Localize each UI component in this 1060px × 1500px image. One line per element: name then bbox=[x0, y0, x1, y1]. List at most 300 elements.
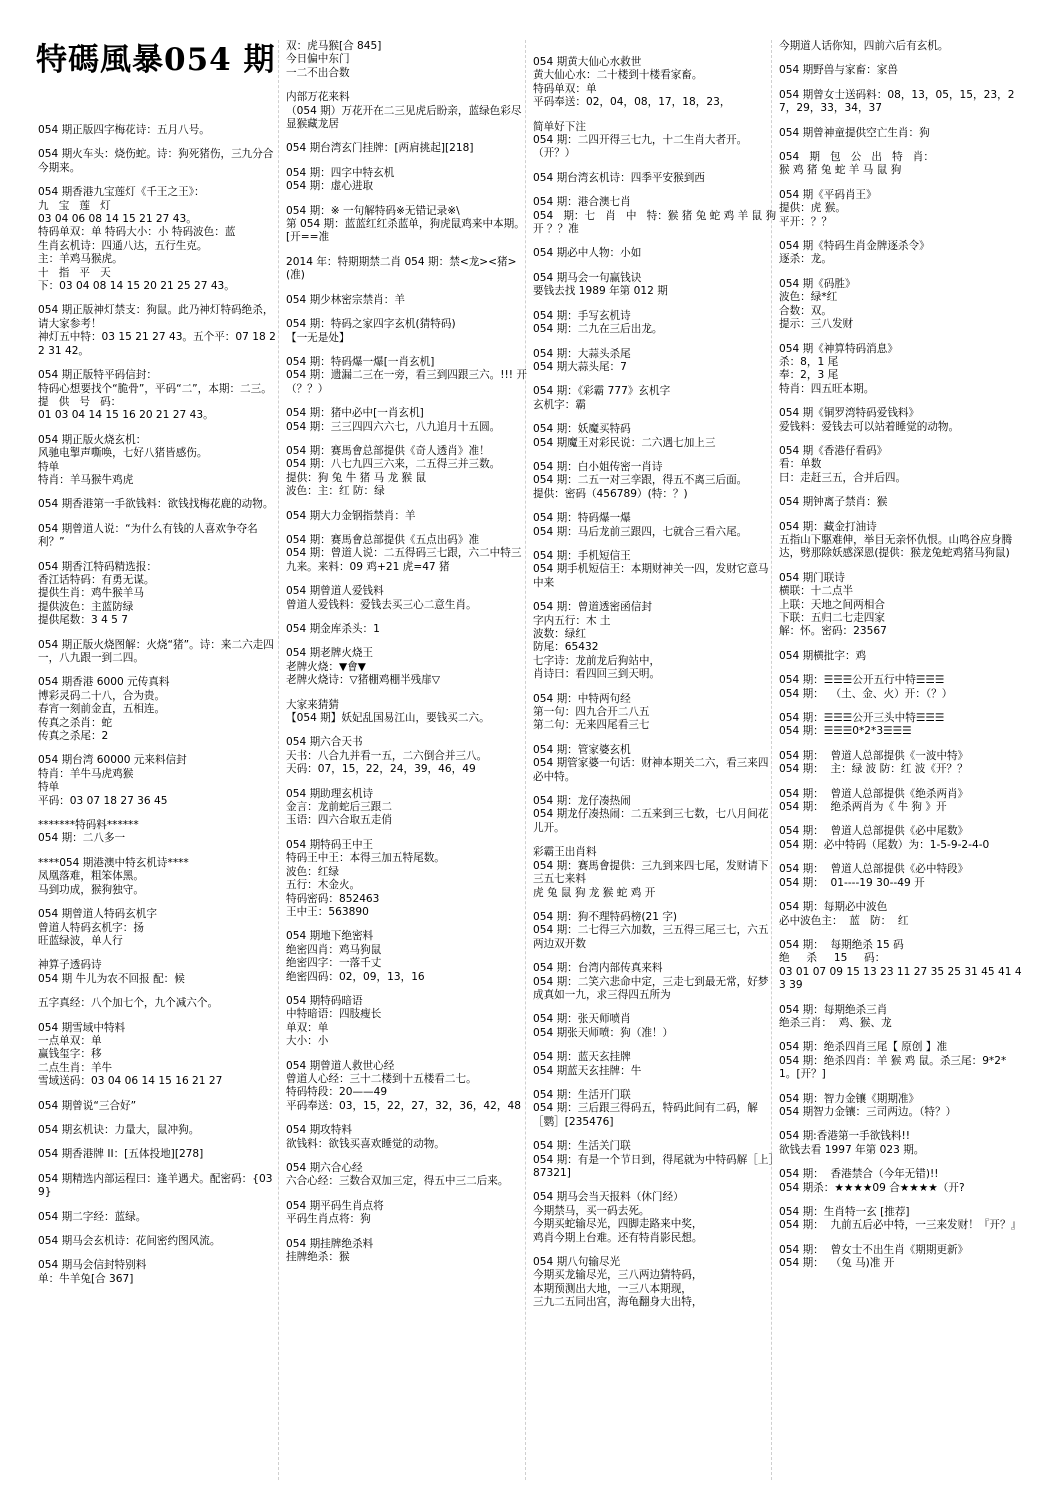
text-block bbox=[38, 1173, 282, 1200]
text-line: 054 期魔王对彩民说：二六遇七加上三 bbox=[533, 436, 716, 449]
text-block bbox=[533, 461, 777, 501]
text-line: 绝 杀 15 码： bbox=[779, 952, 886, 965]
text-line: 054 期少林密宗禁肖：羊 bbox=[286, 293, 405, 306]
text-block bbox=[38, 498, 282, 511]
text-block bbox=[779, 407, 1023, 434]
text-line: 054 期正版四字梅花诗：五月八号。 bbox=[38, 124, 210, 136]
text-line: 解：怀。密码：23567 bbox=[779, 625, 887, 638]
text-block bbox=[779, 825, 1023, 852]
text-line: 平码生肖点将：狗 bbox=[286, 1213, 371, 1226]
text-line: 054 期大力金钢指禁肖：羊 bbox=[286, 509, 416, 522]
text-line: 054 期蓝天玄挂牌：牛 bbox=[533, 1064, 642, 1077]
text-block bbox=[533, 56, 777, 110]
text-line: 054 期：遗漏二三在一旁，看三到四跟三六。!!! 开 （？？） bbox=[286, 369, 531, 395]
text-line: 第二句：无来四尾看三七 bbox=[533, 719, 650, 732]
text-block bbox=[533, 348, 777, 375]
text-line: 字内五行：木 土 bbox=[533, 614, 611, 627]
text-line: 03 01 07 09 15 13 23 11 27 35 25 31 45 41 43 39 bbox=[779, 965, 1022, 992]
text-line: 大小：小 bbox=[286, 1035, 329, 1048]
text-block bbox=[779, 89, 1023, 116]
text-line: 简单好下注 bbox=[533, 120, 586, 133]
text-block bbox=[533, 601, 777, 681]
text-block bbox=[779, 572, 1023, 639]
text-line: 054 期二字经：蓝绿。 bbox=[38, 1210, 147, 1223]
text-line: 香江话特码：有勇无谋。 bbox=[38, 573, 155, 586]
text-line: 绝密四码：02，09，13，16 bbox=[286, 970, 425, 983]
text-line: 横联：十二点半 bbox=[779, 585, 854, 598]
text-line: 054 期攻特料 bbox=[286, 1124, 352, 1137]
text-line: 054 期：藏金打油诗 bbox=[779, 520, 877, 533]
text-line: 054 期台湾玄门挂牌：[两肩挑起][218] bbox=[286, 142, 474, 155]
text-line: 平码：03 07 18 27 36 45 bbox=[38, 794, 168, 807]
text-line: 054 期正版特平码信封： bbox=[38, 369, 157, 382]
text-line: 054 期：生活关门联 bbox=[533, 1140, 631, 1153]
text-line: 054 期香港牌 II：[五体投地][278] bbox=[38, 1148, 204, 1161]
text-line: 054 期：特码之家四字玄机(猜特码) bbox=[286, 318, 456, 331]
text-block bbox=[286, 510, 530, 523]
text-block bbox=[779, 788, 1023, 815]
text-block bbox=[286, 788, 530, 828]
text-line: 054 期《平码肖王》 bbox=[779, 188, 877, 201]
text-block bbox=[779, 1244, 1023, 1271]
text-block bbox=[779, 1041, 1023, 1081]
text-block bbox=[533, 846, 777, 900]
text-block bbox=[533, 1191, 777, 1245]
text-block bbox=[779, 863, 1023, 890]
text-block bbox=[286, 205, 530, 245]
text-block bbox=[533, 172, 777, 185]
text-line: 提 供 号 码： bbox=[38, 395, 122, 408]
text-line: 054 期： 绝杀两肖为《 牛 狗 》开 bbox=[779, 801, 947, 814]
text-line: 054 期： 曾女士不出生肖《期期更新》 bbox=[779, 1243, 969, 1256]
text-block bbox=[286, 1238, 530, 1265]
text-line: 054 期：狗不理特码榜(21 字) bbox=[533, 910, 678, 923]
text-line: 054 期：龙仔凑热闹 bbox=[533, 795, 631, 808]
text-block bbox=[779, 750, 1023, 777]
text-block bbox=[779, 939, 1023, 993]
text-line: 提供：密码（456789）(特：？) bbox=[533, 487, 688, 500]
text-line: 防尾：65432 bbox=[533, 641, 599, 654]
text-line: 054 期门联诗 bbox=[779, 571, 845, 584]
text-line: 特单 bbox=[38, 781, 60, 794]
text-block bbox=[38, 304, 282, 358]
text-block bbox=[779, 64, 1023, 77]
text-block bbox=[286, 1124, 530, 1151]
text-block bbox=[286, 930, 530, 984]
text-line: 054 期：管家婆玄机 bbox=[533, 743, 631, 756]
text-line: 特肖：羊马猴牛鸡虎 bbox=[38, 473, 134, 486]
text-line: 054 期台湾玄机诗：四季平安猴到西 bbox=[533, 171, 705, 184]
text-line: 054 期 牛儿为农不回报 配：候 bbox=[38, 972, 185, 985]
text-line: 博彩灵码二十八，合为贵。 bbox=[38, 689, 166, 702]
text-line: 01 03 04 14 15 16 20 21 27 43。 bbox=[38, 409, 214, 422]
text-line: 054 期龙仔凑热闹：二五来到三七数，七八月间花儿开。 bbox=[533, 808, 769, 834]
text-line: 曾道人心经：三十二楼到十五楼看二七。 bbox=[286, 1072, 477, 1085]
text-line: 生肖玄机诗：四通八达，五行生克。 bbox=[38, 239, 208, 252]
text-line: 054 期老牌火烧王 bbox=[286, 647, 374, 660]
text-line: 054 期： （兔 马)准 开 bbox=[779, 1257, 895, 1270]
text-block bbox=[38, 1148, 282, 1161]
text-line: 054 期：大蒜头杀尾 bbox=[533, 347, 631, 360]
text-line: 主：羊鸡马猴虎。 bbox=[38, 253, 123, 266]
text-line: 波色：主：红 防：绿 bbox=[286, 485, 385, 498]
text-block bbox=[38, 1100, 282, 1113]
text-block bbox=[38, 1124, 282, 1137]
text-line: 雪域送码：03 04 06 14 15 16 21 27 bbox=[38, 1075, 223, 1088]
text-block bbox=[286, 839, 530, 919]
text-block bbox=[533, 1051, 777, 1078]
text-line: 054 期：台湾内部传真来料 bbox=[533, 962, 663, 975]
text-line: 054 期手机短信王：本期财神关一四，发财它意马中来 bbox=[533, 563, 769, 589]
text-line: 054 期：必中特码（尾数）为：1-5-9-2-4-0 bbox=[779, 838, 990, 851]
text-line: 054 期：☰☰☰公开三头中特☰☰☰ bbox=[779, 712, 945, 725]
text-block bbox=[779, 151, 1023, 178]
text-line: 054 期： 曾道人总部提供《绝杀两肖》 bbox=[779, 787, 969, 800]
text-line: 054 期：曾道人说：二五得码三七跟，六二中特三九来。来料：09 鸡+21 虎=47 猪 bbox=[286, 547, 522, 573]
text-line: 二点生肖：羊牛 bbox=[38, 1061, 113, 1074]
text-block bbox=[779, 1206, 1023, 1233]
text-line: 054 期 包 公 出 特 肖： bbox=[779, 151, 934, 164]
text-line: 一二不出合数 bbox=[286, 66, 350, 79]
text-line: 下联：五归二七走四家 bbox=[779, 612, 885, 624]
text-line: 054 期：二笑六悲命中定，三走七到最无常，好梦成真如一九，求三得四五所为 bbox=[533, 975, 769, 1001]
text-line: 054 期正版神灯禁支：狗鼠。此乃神灯特码绝杀，请大家参考！ bbox=[38, 304, 274, 330]
text-line: 054 期地下绝密料 bbox=[286, 930, 374, 943]
column-2 bbox=[286, 40, 530, 1275]
text-line: 春宵一刻前金直，五相连。 bbox=[38, 703, 166, 716]
text-line: 054 期六合心经 bbox=[286, 1162, 363, 1174]
text-line: 054 期：港合澳七肖 bbox=[533, 196, 631, 209]
text-block bbox=[286, 294, 530, 307]
text-line: 054 期张天师喷：狗（准！） bbox=[533, 1026, 674, 1039]
text-line: 054 期：智力金镶《期期准》 bbox=[779, 1092, 920, 1105]
text-block bbox=[779, 496, 1023, 509]
text-line: 提供波色：主蓝防绿 bbox=[38, 600, 134, 613]
text-line: 054 期： 01----19 30--49 开 bbox=[779, 876, 925, 889]
text-line: 054 期香港九宝莲灯《千王之王》： bbox=[38, 186, 205, 199]
text-line: 单：牛羊兔[合 367] bbox=[38, 1272, 134, 1285]
text-block bbox=[779, 674, 1023, 701]
text-line: 054 期雪域中特料 bbox=[38, 1021, 126, 1034]
text-line: 提示：三八发财 bbox=[779, 318, 854, 331]
text-line: 提供：虎 猴。 bbox=[779, 202, 846, 215]
text-line: 054 期：赛馬會总部提供《五点出码》准 bbox=[286, 533, 480, 546]
text-line: 054 期智力金镶：三司两边。（特？） bbox=[779, 1105, 957, 1118]
text-block bbox=[38, 561, 282, 628]
page-title: 特碼風暴054 期 bbox=[36, 42, 276, 78]
text-block bbox=[533, 911, 777, 951]
text-line: 054 期：八七九四三六来，二五得三并三数。 bbox=[286, 458, 501, 471]
text-block bbox=[286, 585, 530, 612]
text-line: 054 期：绝杀四肖：羊 猴 鸡 鼠。杀三尾：9*2*1。[开？] bbox=[779, 1054, 1007, 1081]
text-line: 054 期曾道人爱钱料 bbox=[286, 585, 384, 598]
text-line: 054 期：二四开得三七九，十二生肖大者开。（开？） bbox=[533, 134, 748, 160]
text-line: 054 期特码王中王 bbox=[286, 838, 374, 851]
text-block bbox=[779, 278, 1023, 332]
text-line: 054 期马会玄机诗：花间密约图风流。 bbox=[38, 1235, 221, 1247]
text-line: 054 期助理玄机诗 bbox=[286, 787, 374, 800]
text-line: 03 04 06 08 14 15 21 27 43。 bbox=[38, 213, 197, 226]
text-block bbox=[286, 407, 530, 434]
text-line: 054 期： 每期绝杀 15 码 bbox=[779, 938, 904, 951]
text-line: 054 期：赛馬會总部提供《奇人透肖》准！ bbox=[286, 444, 490, 457]
text-line: 054 期：每期必中波色 bbox=[779, 901, 888, 914]
text-block bbox=[38, 639, 282, 666]
text-block bbox=[779, 343, 1023, 397]
text-block bbox=[38, 1259, 282, 1286]
text-line: 054 期台湾 60000 元来料信封 bbox=[38, 754, 187, 767]
text-block bbox=[533, 121, 777, 161]
text-block bbox=[533, 512, 777, 539]
text-line: 054 期平码生肖点将 bbox=[286, 1199, 384, 1212]
text-line: 特肖：四五旺本期。 bbox=[779, 382, 875, 395]
text-line: 054 期：蓝天玄挂牌 bbox=[533, 1051, 631, 1064]
text-block bbox=[38, 186, 282, 293]
text-line: *******特码料****** bbox=[38, 819, 139, 832]
text-block bbox=[38, 857, 282, 897]
text-line: 054 期横批字：鸡 bbox=[779, 649, 867, 662]
text-block bbox=[779, 901, 1023, 928]
text-line: 第 054 期：蓝蓝红红杀蓝单，狗虎鼠鸡来中本期。[开==准 bbox=[286, 218, 525, 244]
text-block bbox=[779, 127, 1023, 140]
text-block bbox=[38, 997, 282, 1010]
text-block bbox=[779, 521, 1023, 561]
text-line: 054 期：妖魔买特码 bbox=[533, 423, 631, 436]
text-line: 054 期： 香港禁合（今年无错)!! bbox=[779, 1168, 939, 1181]
text-line: 提供尾数：3 4 5 7 bbox=[38, 614, 129, 627]
text-block bbox=[286, 91, 530, 131]
text-block bbox=[779, 1093, 1023, 1120]
text-line: 054 期《香港仔看码》 bbox=[779, 444, 888, 457]
text-line: 054 期：中特两句经 bbox=[533, 692, 631, 705]
text-block bbox=[533, 693, 777, 733]
text-block bbox=[533, 272, 777, 299]
text-line: 054 期：绝杀四肖三尾【 原创 】准 bbox=[779, 1041, 948, 1054]
text-line: 054 期管家婆一句话：财神本期关二六，看三来四必中特。 bbox=[533, 757, 769, 783]
text-block bbox=[533, 1089, 777, 1129]
text-block bbox=[38, 1235, 282, 1248]
text-block bbox=[779, 189, 1023, 229]
text-line: 054 期：☰☰☰公开五行中特☰☰☰ bbox=[779, 674, 945, 687]
text-line: 054 期：三三四四六六七，八九追月十五圆。 bbox=[286, 420, 501, 433]
text-line: 【一无是处】 bbox=[286, 331, 350, 344]
text-line: 九 宝 莲 灯 bbox=[38, 199, 111, 212]
text-line: 054 期精选内部运程曰：逢羊遇犬。配密码：{039} bbox=[38, 1172, 273, 1199]
text-line: 波色：绿*红 bbox=[779, 291, 838, 304]
text-line: 天码：07，15，22，24，39，46，49 bbox=[286, 763, 476, 776]
text-block bbox=[286, 736, 530, 776]
text-line: 054 期八句输尽光 bbox=[533, 1256, 621, 1269]
text-block bbox=[38, 434, 282, 488]
text-line: 一点单双：单 bbox=[38, 1034, 102, 1047]
text-line: 黄大仙心水：二十楼到十楼看家畜。 bbox=[533, 69, 703, 82]
text-line: 平码奉送：03，15，22，27，32，36，42，48 bbox=[286, 1099, 521, 1112]
text-line: 054 期：马后龙前三跟四，七就合三看六尾。 bbox=[533, 525, 748, 538]
text-line: 挂牌绝杀：猴 bbox=[286, 1251, 350, 1264]
text-line: 五字真经：八个加七个，九个减六个。 bbox=[38, 997, 219, 1010]
text-line: 虎 兔 鼠 狗 龙 猴 蛇 鸡 开 bbox=[533, 886, 656, 899]
text-line: 054 期：每期绝杀三肖 bbox=[779, 1003, 888, 1016]
text-block bbox=[286, 142, 530, 155]
text-block bbox=[533, 1140, 777, 1180]
text-line: 054 期黄大仙心水救世 bbox=[533, 56, 642, 68]
text-line: 特码单双：单 特码大小：小 特码波色：蓝 bbox=[38, 226, 236, 239]
text-line: 054 期：张天师喷肖 bbox=[533, 1013, 631, 1026]
text-block bbox=[779, 712, 1023, 739]
text-line: 奉：2，3 尾 bbox=[779, 369, 839, 382]
text-block bbox=[38, 908, 282, 948]
text-block bbox=[38, 124, 282, 137]
text-block bbox=[286, 647, 530, 687]
text-line: 绝密四肖：鸡马狗鼠 bbox=[286, 943, 382, 956]
text-line: 054 期马会信封特别料 bbox=[38, 1259, 147, 1272]
text-line: 特码心想要找个“脆骨”，平码“二”，本期：二三。 bbox=[38, 382, 272, 395]
text-line: 054 期：有是一个节日到，得尾就为中特码解［上］87321] bbox=[533, 1153, 774, 1179]
text-line: 054 期：《彩霸 777》玄机字 bbox=[533, 385, 671, 398]
text-line: 神算子透码诗 bbox=[38, 959, 102, 972]
text-line: 特码密码：852463 bbox=[286, 892, 380, 905]
text-block bbox=[286, 995, 530, 1049]
text-line: 特码单双：单 bbox=[533, 82, 597, 95]
text-line: 鸡肖今期上台难。还有特肖影民想。 bbox=[533, 1231, 703, 1244]
text-block bbox=[38, 754, 282, 808]
text-line: （054 期）万花开在二三见虎后盼亲，蓝绿色彩尽显猴藏龙居 bbox=[286, 104, 522, 131]
text-block bbox=[533, 310, 777, 337]
text-block bbox=[533, 962, 777, 1002]
text-line: 054 期杀：★★★★09 合★★★★（开? bbox=[779, 1181, 965, 1194]
text-line: 054 期：二五一对三孪跟，得五不离三后面。 bbox=[533, 474, 748, 487]
text-line: 今期禁马，买一码去死。 bbox=[533, 1204, 650, 1217]
text-line: 内部万花来料 bbox=[286, 91, 350, 104]
text-line: 054 期香江特码精选报： bbox=[38, 560, 157, 573]
text-line: 今期买蛇输尽光，四脚走路来中奖， bbox=[533, 1218, 703, 1231]
text-line: 054 期曾道人救世心经 bbox=[286, 1059, 395, 1072]
text-line: 054 期挂牌绝杀料 bbox=[286, 1237, 374, 1250]
text-line: 054 期：七 肖 中 特：猴 猪 兔 蛇 鸡 羊 鼠 狗 开 ？？准 bbox=[533, 209, 780, 236]
text-block bbox=[286, 445, 530, 499]
text-line: 平码奉送：02，04，08，17，18，23， bbox=[533, 96, 731, 109]
text-line: 要钱去找 1989 年第 012 期 bbox=[533, 285, 668, 298]
text-line: ****054 期港澳中特玄机诗**** bbox=[38, 856, 189, 869]
text-line: 杀：8，1 尾 bbox=[779, 355, 839, 368]
text-line: 凤凰落难，粗笨体黑。 bbox=[38, 870, 144, 883]
text-line: 三九二五同出宫，海龟翻身大出特， bbox=[533, 1296, 703, 1309]
text-block bbox=[38, 369, 282, 423]
text-line: 054 期： 曾道人总部提供《一波中特》 bbox=[779, 749, 969, 762]
text-line: 054 期：☰☰☰0*2*3☰☰☰ bbox=[779, 725, 912, 738]
text-line: 特单 bbox=[38, 460, 60, 473]
text-line: 054 期香港 6000 元传真料 bbox=[38, 676, 170, 689]
text-block bbox=[779, 650, 1023, 663]
text-block bbox=[533, 385, 777, 412]
text-block bbox=[38, 1211, 282, 1224]
text-line: 054 期曾道人特码玄机字 bbox=[38, 908, 157, 921]
text-line: 054 期六合天书 bbox=[286, 736, 363, 749]
text-line: 玄机字：霸 bbox=[533, 398, 586, 411]
text-line: 054 期:香港第一手欲钱料!! bbox=[779, 1130, 910, 1143]
text-line: 054 期曾神童提供空亡生肖：狗 bbox=[779, 126, 930, 139]
text-line: 054 期《铜罗湾特码爱钱料》 bbox=[779, 407, 920, 420]
text-line: 绝密四字：一落千丈 bbox=[286, 957, 382, 970]
text-line: 大家来猜猜 bbox=[286, 698, 339, 711]
text-line: 看：单数 bbox=[779, 458, 822, 471]
text-block bbox=[286, 40, 530, 80]
column-1 bbox=[38, 124, 282, 1297]
text-line: 提供：狗 兔 牛 猪 马 龙 猴 鼠 bbox=[286, 471, 427, 484]
text-line: 今日偏中东门 bbox=[286, 53, 350, 66]
text-line: 054 期：手写玄机诗 bbox=[533, 309, 631, 322]
column-4 bbox=[779, 40, 1023, 1282]
text-line: 第一句：四九合开二八五 bbox=[533, 706, 650, 719]
text-line: 2014 年：特期期禁二肖 054 期：禁<龙><猪>(准) bbox=[286, 255, 517, 282]
text-line: 单双：单 bbox=[286, 1021, 329, 1034]
text-line: 054 期正版火烧玄机： bbox=[38, 433, 147, 446]
text-line: 欲钱料：欲钱买喜欢睡觉的动物。 bbox=[286, 1137, 445, 1150]
text-line: 上联：天地之间两相合 bbox=[779, 598, 885, 611]
text-line: 今期道人话你知，四前六后有玄机。 bbox=[779, 40, 949, 52]
text-line: 曰：走赶三五，合并后四。 bbox=[779, 471, 907, 484]
text-line: 054 期：四字中特玄机 bbox=[286, 166, 395, 179]
text-block bbox=[38, 819, 282, 846]
text-line: 老牌火烧诗：▽猪棚鸡棚半残扉▽ bbox=[286, 674, 441, 687]
text-line: 赢钱玺字：移 bbox=[38, 1048, 102, 1061]
text-block bbox=[779, 1130, 1023, 1157]
text-line: 曾道人特码玄机字：扬 bbox=[38, 921, 144, 934]
text-line: 054 期马会当天报料（休门经） bbox=[533, 1191, 684, 1204]
text-block bbox=[286, 256, 530, 283]
text-line: 玉语：四六合取五走俏 bbox=[286, 814, 392, 827]
text-line: 波数：绿红 bbox=[533, 628, 586, 640]
text-line: 肖诗曰：看四回三到天明。 bbox=[533, 668, 661, 681]
text-line: 金言：龙前蛇后三跟二 bbox=[286, 801, 392, 814]
text-block bbox=[533, 550, 777, 590]
text-line: 七字诗：龙前龙后狗站中， bbox=[533, 654, 661, 667]
text-line: 特码王中王：本得三加五特尾数。 bbox=[286, 852, 445, 865]
text-line: 传真之杀尾：2 bbox=[38, 730, 109, 743]
text-line: 054 期： 主：绿 波 防：红 波《开？？ bbox=[779, 763, 968, 776]
text-line: 054 期：※ 一句解特码※无错记录※\ bbox=[286, 204, 460, 217]
text-block bbox=[779, 240, 1023, 267]
text-line: 旺蓝绿波，单人行 bbox=[38, 934, 123, 947]
text-line: 王中王：563890 bbox=[286, 905, 369, 918]
text-line: 神灯五中特：03 15 21 27 43。五个平：07 18 22 31 42。 bbox=[38, 331, 276, 357]
text-line: 平开：？？ bbox=[779, 215, 832, 228]
text-line: 双：虎马猴[合 845] bbox=[286, 40, 382, 52]
text-block bbox=[779, 40, 1023, 53]
text-line: 曾道人爱钱料：爱钱去买三心二意生肖。 bbox=[286, 598, 477, 611]
text-line: 054 期： （土、金、火）开：（？） bbox=[779, 687, 953, 700]
text-block bbox=[286, 1162, 530, 1189]
text-block bbox=[38, 959, 282, 986]
text-line: 绝杀三肖： 鸡、猴、龙 bbox=[779, 1016, 892, 1029]
text-line: 054 期：生肖特一玄 [推荐] bbox=[779, 1206, 910, 1218]
text-line: 054 期：特码爆一爆 bbox=[533, 512, 631, 525]
text-line: 054 期金库杀头：1 bbox=[286, 623, 380, 635]
text-line: 054 期：生活开门联 bbox=[533, 1088, 631, 1101]
text-block bbox=[38, 523, 282, 550]
text-block bbox=[286, 534, 530, 574]
text-line: 天书：八合九并看一五，二六倒合并三八。 bbox=[286, 749, 488, 762]
text-line: 欲钱去看 1997 年第 023 期。 bbox=[779, 1143, 925, 1156]
text-line: 054 期：二八多一 bbox=[38, 832, 126, 845]
text-line: 逐杀：龙。 bbox=[779, 253, 832, 266]
text-line: 今期买龙输尽光，三八两边猜特码， bbox=[533, 1269, 703, 1282]
text-line: 054 期：特码爆一爆[一肖玄机] bbox=[286, 355, 435, 368]
text-block bbox=[286, 623, 530, 636]
text-line: 054 期香港第一手欲钱料：欲钱找梅花鹿的动物。 bbox=[38, 498, 274, 511]
text-line: 【054 期】妖妃乱国易江山，要钱买二六。 bbox=[286, 712, 490, 725]
text-block bbox=[779, 1168, 1023, 1195]
